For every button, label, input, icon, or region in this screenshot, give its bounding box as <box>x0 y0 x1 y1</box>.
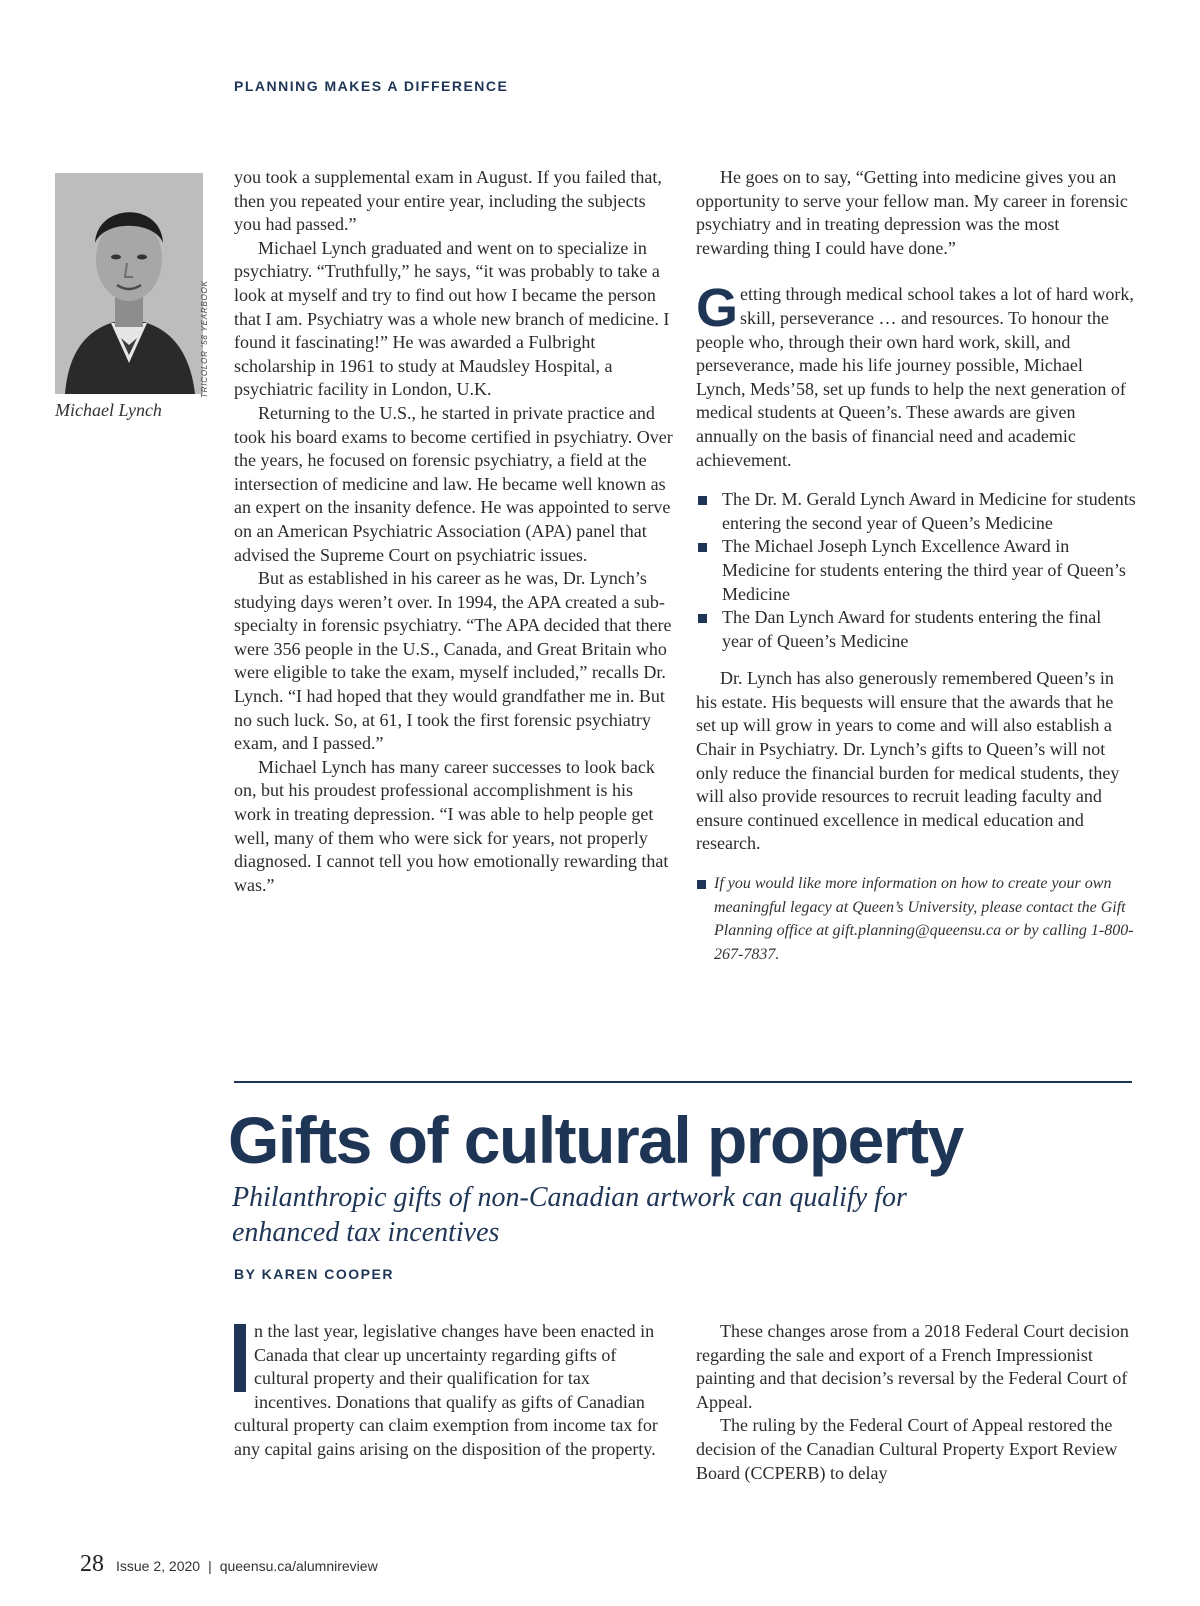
list-item: The Dan Lynch Award for students entering the final year of Queen’s Medicine <box>696 606 1136 653</box>
page-footer <box>80 1551 378 1578</box>
issue-label: Issue 2, 2020 <box>116 1558 201 1574</box>
column-1 <box>234 166 674 897</box>
awards-list <box>696 488 1136 653</box>
paragraph: Michael Lynch graduated and went on to specialize in psychiatry. “Truthfully,” he says, “it was probably to take a look at myself and try to find out how I became the person that I am. Psychiatry was a whole new branch of medicine. I found it fascinating!” He was awarded a Fulbright scholarship in 1961 to study at Maudsley Hospital, a psychiatric facility in London, U.K. <box>234 237 670 400</box>
photo-caption: Michael Lynch <box>55 400 162 420</box>
article-headline: Gifts of cultural property <box>228 1103 963 1177</box>
page-number: 28 <box>80 1551 104 1577</box>
paragraph: These changes arose from a 2018 Federal Court decision regarding the sale and export of a French Impressionist painting and that decision’s reversal by the Federal Court of Appeal. <box>696 1321 1129 1412</box>
paragraph-text: etting through medical school takes a lot of hard work, skill, perseverance … and resources. To honour the people who, through their own hard work, skill, and perseverance, made his life journey possible, Michael Lynch, Meds’58, set up funds to help the next generation of medical students at Queen’s. These awards are given annually on the basis of financial need and academic achievement. <box>696 284 1134 470</box>
paragraph: Returning to the U.S., he started in private practice and took his board exams to become certified in psychiatry. Over the years, he focused on forensic psychiatry, a field at the intersection of medicine and law. He became well known as an expert on the insanity defence. He was appointed to serve on an American Psychiatric Association (APA) panel that advised the Supreme Court on psychiatric issues. <box>234 402 673 565</box>
footer-url[interactable]: queensu.ca/alumnireview <box>219 1558 378 1574</box>
article-byline: BY KAREN COOPER <box>234 1266 394 1282</box>
legacy-note <box>696 872 1136 966</box>
list-item: The Dr. M. Gerald Lynch Award in Medicine for students entering the second year of Queen’s Medicine <box>696 488 1136 535</box>
section-label: PLANNING MAKES A DIFFERENCE <box>234 78 509 94</box>
photo-credit: TRICOLOR '58 YEARBOOK <box>200 280 209 398</box>
bullet-square-icon <box>697 880 706 889</box>
paragraph: you took a supplemental exam in August. If you failed that, then you repeated your entire year, including the subjects you had passed.” <box>234 167 662 235</box>
column-4 <box>696 1320 1136 1485</box>
paragraph: Michael Lynch has many career successes to look back on, but his proudest professional accomplishment is his work in treating depression. “I was able to help people get well, many of them who were sick for years, not properly diagnosed. I cannot tell you how emotionally rewarding that was.” <box>234 756 669 895</box>
list-item: The Michael Joseph Lynch Excellence Award in Medicine for students entering the third year of Queen’s Medicine <box>696 535 1136 606</box>
paragraph-dropcap <box>234 1320 664 1462</box>
dropcap-letter: G <box>696 278 739 339</box>
footer-separator: | <box>208 1558 212 1574</box>
paragraph: Dr. Lynch has also generously remembered Queen’s in his estate. His bequests will ensure that the awards that he set up will grow in years to come and will also establish a Chair in Psychiatry. Dr. Lynch’s gifts to Queen’s will not only reduce the financial burden for medical students, they will also provide resources to recruit leading faculty and ensure continued excellence in medical education and research. <box>696 668 1120 854</box>
column-2 <box>696 166 1136 966</box>
portrait-photo <box>55 173 203 394</box>
section-divider <box>234 1081 1132 1083</box>
paragraph: The ruling by the Federal Court of Appeal restored the decision of the Canadian Cultural Property Export Review Board (CCPERB) to delay <box>696 1415 1118 1483</box>
paragraph-dropcap <box>696 278 1136 472</box>
article-deck: Philanthropic gifts of non-Canadian artwork can qualify for enhanced tax incentives <box>232 1182 907 1248</box>
legacy-note-text: If you would like more information on how to create your own meaningful legacy at Queen’s University, please contact the Gift Planning office at gift.planning@queensu.ca or by calling 1-800-267-7837. <box>714 875 1134 963</box>
paragraph-text: n the last year, legislative changes have been enacted in Canada that clear up uncertainty regarding gifts of cultural property and their qualification for tax incentives. Donations that qualify as gifts of Canadian cultural property can claim exemption from income tax for any capital gains arising on the disposition of the property. <box>234 1321 658 1459</box>
column-3 <box>234 1320 664 1462</box>
dropcap-i-bar <box>234 1324 246 1392</box>
portrait-illustration <box>55 173 203 394</box>
paragraph: He goes on to say, “Getting into medicine gives you an opportunity to serve your fellow man. My career in forensic psychiatry and in treating depression was the most rewarding thing I could have done.” <box>696 167 1128 258</box>
paragraph: But as established in his career as he was, Dr. Lynch’s studying days weren’t over. In 1994, the APA created a sub-specialty in forensic psychiatry. “The APA decided that there were 356 people in the U.S., Canada, and Great Britain who were eligible to take the exam, myself included,” recalls Dr. Lynch. “I had hoped that they would grandfather me in. But no such luck. So, at 61, I took the first forensic psychiatry exam, and I passed.” <box>234 568 672 754</box>
